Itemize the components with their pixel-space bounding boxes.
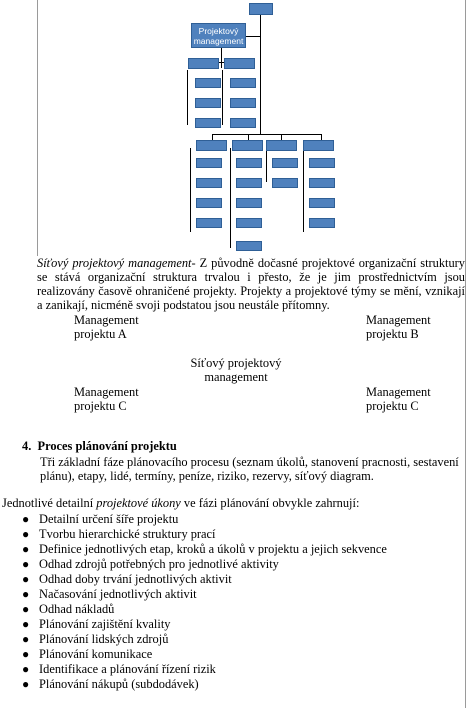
- org-box: [236, 241, 262, 251]
- org-box-label: Projektový management: [193, 26, 244, 46]
- org-box: [196, 218, 222, 228]
- diagram-label-b: Management projektu B: [366, 313, 431, 341]
- list-item: ● Odhad zdrojů potřebných pro jednotlivé aktivity: [22, 557, 279, 571]
- org-box: [230, 78, 256, 88]
- org-box: [309, 218, 335, 228]
- org-box: [196, 158, 222, 168]
- bullet-icon: ●: [22, 602, 30, 616]
- bullet-icon: ●: [22, 617, 30, 631]
- org-box: [196, 198, 222, 208]
- bullet-icon: ●: [22, 632, 30, 646]
- list-item: ● Tvorbu hierarchické struktury prací: [22, 527, 216, 541]
- list-item: ● Odhad nákladů: [22, 602, 115, 616]
- bullet-icon: ●: [22, 527, 30, 541]
- section-intro: Tři základní fáze plánovacího procesu (seznam úkolů, stanovení pracnosti, sestavení plánu), etapy, lidé, termíny, peníze, riziko, rezervy, síťový diagram.: [40, 455, 459, 483]
- bullet-icon: ●: [22, 587, 30, 601]
- bullet-icon: ●: [22, 647, 30, 661]
- org-box: [195, 78, 221, 88]
- org-box: [188, 58, 219, 69]
- org-box: [303, 140, 334, 151]
- list-item: ● Plánování zajištění kvality: [22, 617, 171, 631]
- diagram-label-center: Síťový projektový management: [190, 356, 282, 384]
- org-box: [236, 198, 262, 208]
- org-box: [224, 58, 255, 69]
- network-management-text: - Z původně dočasné projektové organizační struktury se stává organizační struktura trvalou i přesto, že je jim prostřednictvím jsou realizovány časově ohraničené projekty. Projekty a projektové týmy se mění, vznikají a zanikají, nicméně svoji podstatou jsou neustále přítomny.: [37, 256, 466, 312]
- list-item: ● Definice jednotlivých etap, kroků a úkolů v projektu a jejich sekvence: [22, 542, 387, 556]
- org-box: [196, 140, 227, 151]
- org-box: [236, 158, 262, 168]
- tasks-intro: Jednotlivé detailní projektové úkony ve fázi plánování obvykle zahrnují:: [2, 496, 360, 510]
- list-item: ● Identifikace a plánování řízení rizik: [22, 662, 216, 676]
- section-number: 4.: [22, 439, 32, 453]
- org-box: [272, 158, 298, 168]
- org-box: [230, 98, 256, 108]
- list-item: ● Odhad doby trvání jednotlivých aktivit: [22, 572, 232, 586]
- bullet-icon: ●: [22, 677, 30, 691]
- org-box-top: [249, 3, 273, 15]
- org-box: [309, 198, 335, 208]
- list-item: ● Plánování komunikace: [22, 647, 153, 661]
- org-box: [309, 178, 335, 188]
- bullet-icon: ●: [22, 572, 30, 586]
- tasks-list: [0, 512, 387, 692]
- org-box: [236, 178, 262, 188]
- network-management-paragraph: [37, 256, 465, 312]
- diagram-label-c-right: Management projektu C: [366, 385, 431, 413]
- org-chart: [0, 0, 468, 256]
- network-management-term: Síťový projektový management: [37, 256, 192, 270]
- org-box: [195, 118, 221, 128]
- org-box: [236, 218, 262, 228]
- org-box: [196, 178, 222, 188]
- bullet-icon: ●: [22, 557, 30, 571]
- org-box: [232, 140, 263, 151]
- list-item: ● Načasování jednotlivých aktivit: [22, 587, 197, 601]
- bullet-icon: ●: [22, 662, 30, 676]
- org-box: [230, 118, 256, 128]
- org-box: [272, 178, 298, 188]
- diagram-label-c-left: Management projektu C: [74, 385, 139, 413]
- list-item: ● Plánování lidských zdrojů: [22, 632, 169, 646]
- section-heading: [22, 439, 177, 454]
- org-box: [266, 140, 297, 151]
- section-title: Proces plánování projektu: [37, 439, 177, 453]
- org-box-project-management: [191, 23, 246, 48]
- bullet-icon: ●: [22, 512, 30, 526]
- diagram-label-a: Management projektu A: [74, 313, 139, 341]
- list-item: ● Plánování nákupů (subdodávek): [22, 677, 199, 691]
- org-box: [309, 158, 335, 168]
- list-item: ● Detailní určení šíře projektu: [22, 512, 179, 526]
- bullet-icon: ●: [22, 542, 30, 556]
- org-box: [195, 98, 221, 108]
